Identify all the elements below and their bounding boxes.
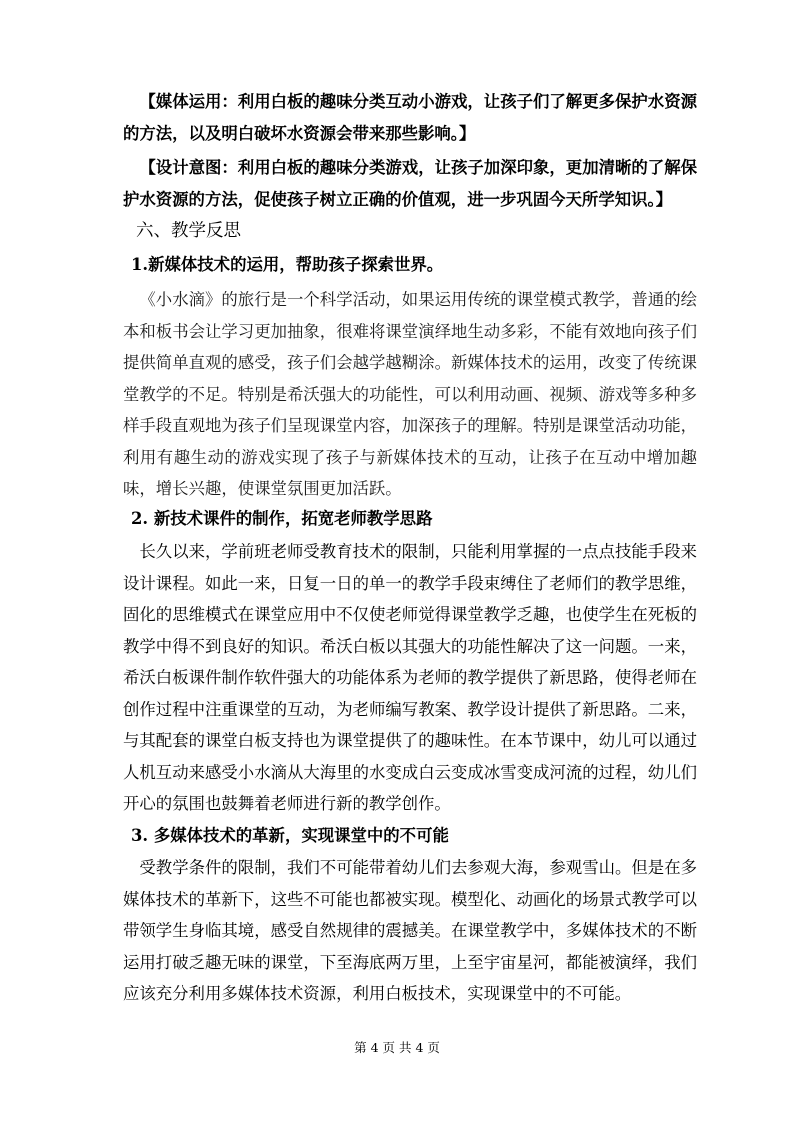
section3-title: 3. 多媒体技术的革新，实现课堂中的不可能 bbox=[131, 826, 449, 845]
page-footer: 第 4 页 共 4 页 bbox=[354, 1040, 440, 1055]
section1-title: 1.新媒体技术的运用，帮助孩子探索世界。 bbox=[131, 255, 444, 274]
section1-body: 《小水滴》的旅行是一个科学活动，如果运用传统的课堂模式教学，普通的绘本和板书会让学习更加抽象，很难将课堂演绎地生动多彩，不能有效地向孩子们提供简单直观的感受，孩子们会越学越糊涂。新媒体技术的运用，改变了传统课堂教学的不足。特别是希沃强大的功能性，可以利用动画、视频、游戏等多种多样手段直观地为孩子们呈现课堂内容，加深孩子的理解。特别是课堂活动功能，利用有趣生动的游戏实现了孩子与新媒体技术的互动，让孩子在互动中增加趣味，增长兴趣，使课堂氛围更加活跃。 bbox=[123, 290, 697, 498]
section2-body: 长久以来，学前班老师受教育技术的限制，只能利用掌握的一点点技能手段来设计课程。如此一来，日复一日的单一的教学手段束缚住了老师们的教学思维，固化的思维模式在课堂应用中不仅使老师觉得课堂教学乏趣，也使学生在死板的教学中得不到良好的知识。希沃白板以其强大的功能性解决了这一问题。一来，希沃白板课件制作软件强大的功能体系为老师的教学提供了新思路，使得老师在创作过程中注重课堂的互动，为老师编写教案、教学设计提供了新思路。二来，与其配套的课堂白板支持也为课堂提供了的趣味性。在本节课中，幼儿可以通过人机互动来感受小水滴从大海里的水变成白云变成冰雪变成河流的过程，幼儿们开心的氛围也鼓舞着老师进行新的教学创作。 bbox=[123, 542, 697, 813]
section-heading: 六、教学反思 bbox=[136, 221, 241, 241]
design-intent-paragraph: 【设计意图：利用白板的趣味分类游戏，让孩子加深印象，更加清晰的了解保护水资源的方法，促使孩子树立正确的价值观，进一步巩固今天所学知识。】 bbox=[123, 158, 697, 209]
section2-title: 2. 新技术课件的制作，拓宽老师教学思路 bbox=[131, 509, 433, 528]
section3-body: 受教学条件的限制，我们不可能带着幼儿们去参观大海，参观雪山。但是在多媒体技术的革新下，这些不可能也都被实现。模型化、动画化的场景式教学可以带领学生身临其境，感受自然规律的震撼美。在课堂教学中，多媒体技术的不断运用打破乏趣无味的课堂，下至海底两万里，上至宇宙星河，都能被演绎，我们应该充分利用多媒体技术资源，利用白板技术，实现课堂中的不可能。 bbox=[123, 858, 697, 1003]
media-use-paragraph: 【媒体运用：利用白板的趣味分类互动小游戏，让孩子们了解更多保护水资源的方法，以及明白破坏水资源会带来那些影响。】 bbox=[123, 92, 697, 143]
